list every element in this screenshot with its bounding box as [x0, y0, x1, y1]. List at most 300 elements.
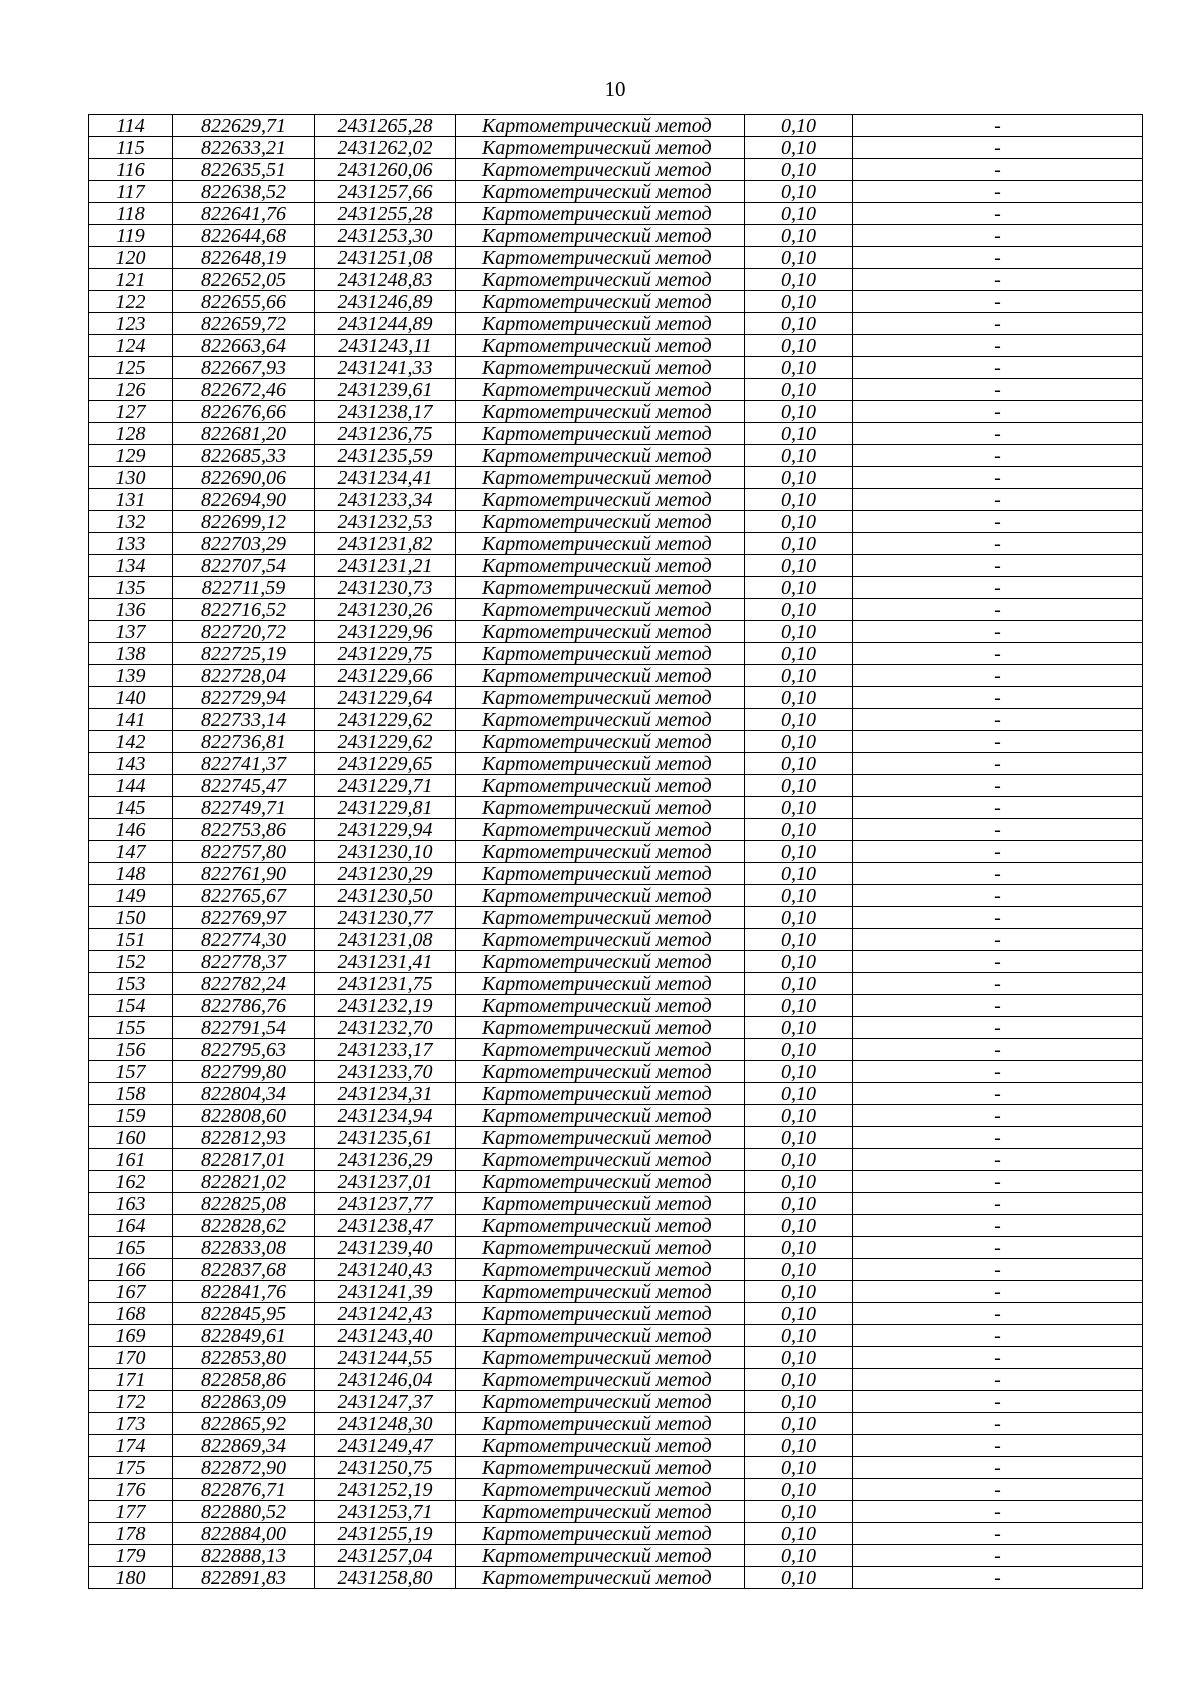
note-cell: -: [853, 203, 1143, 225]
table-row: [89, 1303, 1143, 1325]
table-row: [89, 1171, 1143, 1193]
point-number-cell: 145: [89, 797, 173, 819]
point-number-cell: 179: [89, 1545, 173, 1567]
y-coordinate-cell: 2431240,43: [315, 1259, 456, 1281]
note-cell: -: [853, 1105, 1143, 1127]
point-number-cell: 152: [89, 951, 173, 973]
method-cell: Картометрический метод: [456, 1171, 745, 1193]
y-coordinate-cell: 2431244,55: [315, 1347, 456, 1369]
precision-cell: 0,10: [745, 467, 853, 489]
x-coordinate-cell: 822749,71: [173, 797, 315, 819]
x-coordinate-cell: 822707,54: [173, 555, 315, 577]
note-cell: -: [853, 1523, 1143, 1545]
table-row: [89, 665, 1143, 687]
point-number-cell: 114: [89, 115, 173, 137]
point-number-cell: 177: [89, 1501, 173, 1523]
method-cell: Картометрический метод: [456, 555, 745, 577]
note-cell: -: [853, 1325, 1143, 1347]
point-number-cell: 126: [89, 379, 173, 401]
precision-cell: 0,10: [745, 621, 853, 643]
x-coordinate-cell: 822828,62: [173, 1215, 315, 1237]
x-coordinate-cell: 822778,37: [173, 951, 315, 973]
method-cell: Картометрический метод: [456, 1347, 745, 1369]
y-coordinate-cell: 2431236,29: [315, 1149, 456, 1171]
x-coordinate-cell: 822757,80: [173, 841, 315, 863]
precision-cell: 0,10: [745, 1281, 853, 1303]
table-row: [89, 1215, 1143, 1237]
precision-cell: 0,10: [745, 1545, 853, 1567]
method-cell: Картометрический метод: [456, 1523, 745, 1545]
precision-cell: 0,10: [745, 181, 853, 203]
note-cell: -: [853, 1567, 1143, 1589]
y-coordinate-cell: 2431239,61: [315, 379, 456, 401]
precision-cell: 0,10: [745, 1039, 853, 1061]
x-coordinate-cell: 822865,92: [173, 1413, 315, 1435]
table-row: [89, 1457, 1143, 1479]
x-coordinate-cell: 822641,76: [173, 203, 315, 225]
precision-cell: 0,10: [745, 489, 853, 511]
x-coordinate-cell: 822681,20: [173, 423, 315, 445]
precision-cell: 0,10: [745, 819, 853, 841]
y-coordinate-cell: 2431231,21: [315, 555, 456, 577]
precision-cell: 0,10: [745, 731, 853, 753]
note-cell: -: [853, 379, 1143, 401]
precision-cell: 0,10: [745, 599, 853, 621]
y-coordinate-cell: 2431238,17: [315, 401, 456, 423]
note-cell: -: [853, 1039, 1143, 1061]
point-number-cell: 146: [89, 819, 173, 841]
y-coordinate-cell: 2431229,94: [315, 819, 456, 841]
precision-cell: 0,10: [745, 1105, 853, 1127]
x-coordinate-cell: 822635,51: [173, 159, 315, 181]
table-row: [89, 1545, 1143, 1567]
note-cell: -: [853, 1545, 1143, 1567]
method-cell: Картометрический метод: [456, 709, 745, 731]
y-coordinate-cell: 2431248,83: [315, 269, 456, 291]
x-coordinate-cell: 822808,60: [173, 1105, 315, 1127]
y-coordinate-cell: 2431230,26: [315, 599, 456, 621]
method-cell: Картометрический метод: [456, 599, 745, 621]
x-coordinate-cell: 822837,68: [173, 1259, 315, 1281]
method-cell: Картометрический метод: [456, 1435, 745, 1457]
x-coordinate-cell: 822821,02: [173, 1171, 315, 1193]
x-coordinate-cell: 822690,06: [173, 467, 315, 489]
precision-cell: 0,10: [745, 159, 853, 181]
point-number-cell: 159: [89, 1105, 173, 1127]
table-row: [89, 467, 1143, 489]
y-coordinate-cell: 2431230,77: [315, 907, 456, 929]
point-number-cell: 123: [89, 313, 173, 335]
point-number-cell: 157: [89, 1061, 173, 1083]
table-row: [89, 1259, 1143, 1281]
precision-cell: 0,10: [745, 379, 853, 401]
table-row: [89, 797, 1143, 819]
x-coordinate-cell: 822853,80: [173, 1347, 315, 1369]
x-coordinate-cell: 822761,90: [173, 863, 315, 885]
method-cell: Картометрический метод: [456, 1061, 745, 1083]
table-row: [89, 1347, 1143, 1369]
precision-cell: 0,10: [745, 1523, 853, 1545]
y-coordinate-cell: 2431231,41: [315, 951, 456, 973]
table-row: [89, 1237, 1143, 1259]
point-number-cell: 168: [89, 1303, 173, 1325]
method-cell: Картометрический метод: [456, 907, 745, 929]
y-coordinate-cell: 2431260,06: [315, 159, 456, 181]
y-coordinate-cell: 2431230,10: [315, 841, 456, 863]
precision-cell: 0,10: [745, 533, 853, 555]
point-number-cell: 149: [89, 885, 173, 907]
x-coordinate-cell: 822685,33: [173, 445, 315, 467]
note-cell: -: [853, 533, 1143, 555]
y-coordinate-cell: 2431232,53: [315, 511, 456, 533]
note-cell: -: [853, 1281, 1143, 1303]
note-cell: -: [853, 1501, 1143, 1523]
note-cell: -: [853, 951, 1143, 973]
note-cell: -: [853, 863, 1143, 885]
method-cell: Картометрический метод: [456, 1017, 745, 1039]
precision-cell: 0,10: [745, 137, 853, 159]
y-coordinate-cell: 2431248,30: [315, 1413, 456, 1435]
method-cell: Картометрический метод: [456, 797, 745, 819]
note-cell: -: [853, 247, 1143, 269]
point-number-cell: 147: [89, 841, 173, 863]
x-coordinate-cell: 822825,08: [173, 1193, 315, 1215]
x-coordinate-cell: 822728,04: [173, 665, 315, 687]
table-row: [89, 1391, 1143, 1413]
point-number-cell: 173: [89, 1413, 173, 1435]
table-row: [89, 599, 1143, 621]
x-coordinate-cell: 822753,86: [173, 819, 315, 841]
point-number-cell: 115: [89, 137, 173, 159]
method-cell: Картометрический метод: [456, 137, 745, 159]
y-coordinate-cell: 2431234,31: [315, 1083, 456, 1105]
precision-cell: 0,10: [745, 995, 853, 1017]
note-cell: -: [853, 1435, 1143, 1457]
table-row: [89, 995, 1143, 1017]
method-cell: Картометрический метод: [456, 819, 745, 841]
x-coordinate-cell: 822782,24: [173, 973, 315, 995]
note-cell: -: [853, 731, 1143, 753]
precision-cell: 0,10: [745, 555, 853, 577]
precision-cell: 0,10: [745, 665, 853, 687]
note-cell: -: [853, 797, 1143, 819]
point-number-cell: 155: [89, 1017, 173, 1039]
point-number-cell: 120: [89, 247, 173, 269]
table-row: [89, 643, 1143, 665]
x-coordinate-cell: 822716,52: [173, 599, 315, 621]
point-number-cell: 129: [89, 445, 173, 467]
table-row: [89, 1479, 1143, 1501]
x-coordinate-cell: 822741,37: [173, 753, 315, 775]
table-row: [89, 885, 1143, 907]
method-cell: Картометрический метод: [456, 247, 745, 269]
y-coordinate-cell: 2431255,28: [315, 203, 456, 225]
precision-cell: 0,10: [745, 335, 853, 357]
table-row: [89, 181, 1143, 203]
note-cell: -: [853, 1171, 1143, 1193]
y-coordinate-cell: 2431236,75: [315, 423, 456, 445]
y-coordinate-cell: 2431255,19: [315, 1523, 456, 1545]
x-coordinate-cell: 822841,76: [173, 1281, 315, 1303]
method-cell: Картометрический метод: [456, 489, 745, 511]
note-cell: -: [853, 1457, 1143, 1479]
table-row: [89, 1061, 1143, 1083]
y-coordinate-cell: 2431257,66: [315, 181, 456, 203]
precision-cell: 0,10: [745, 423, 853, 445]
method-cell: Картометрический метод: [456, 467, 745, 489]
x-coordinate-cell: 822733,14: [173, 709, 315, 731]
point-number-cell: 134: [89, 555, 173, 577]
method-cell: Картометрический метод: [456, 533, 745, 555]
point-number-cell: 170: [89, 1347, 173, 1369]
point-number-cell: 158: [89, 1083, 173, 1105]
precision-cell: 0,10: [745, 1171, 853, 1193]
x-coordinate-cell: 822769,97: [173, 907, 315, 929]
precision-cell: 0,10: [745, 1347, 853, 1369]
precision-cell: 0,10: [745, 863, 853, 885]
note-cell: -: [853, 181, 1143, 203]
point-number-cell: 141: [89, 709, 173, 731]
x-coordinate-cell: 822884,00: [173, 1523, 315, 1545]
point-number-cell: 132: [89, 511, 173, 533]
note-cell: -: [853, 1347, 1143, 1369]
point-number-cell: 136: [89, 599, 173, 621]
point-number-cell: 131: [89, 489, 173, 511]
point-number-cell: 128: [89, 423, 173, 445]
y-coordinate-cell: 2431231,75: [315, 973, 456, 995]
point-number-cell: 166: [89, 1259, 173, 1281]
method-cell: Картометрический метод: [456, 1479, 745, 1501]
table-row: [89, 1369, 1143, 1391]
point-number-cell: 144: [89, 775, 173, 797]
precision-cell: 0,10: [745, 951, 853, 973]
table-row: [89, 423, 1143, 445]
precision-cell: 0,10: [745, 885, 853, 907]
x-coordinate-cell: 822629,71: [173, 115, 315, 137]
precision-cell: 0,10: [745, 1479, 853, 1501]
x-coordinate-cell: 822655,66: [173, 291, 315, 313]
coordinates-table: [88, 114, 1143, 1589]
precision-cell: 0,10: [745, 1501, 853, 1523]
note-cell: -: [853, 269, 1143, 291]
note-cell: -: [853, 1391, 1143, 1413]
note-cell: -: [853, 159, 1143, 181]
method-cell: Картометрический метод: [456, 203, 745, 225]
x-coordinate-cell: 822876,71: [173, 1479, 315, 1501]
precision-cell: 0,10: [745, 1435, 853, 1457]
x-coordinate-cell: 822845,95: [173, 1303, 315, 1325]
y-coordinate-cell: 2431229,81: [315, 797, 456, 819]
x-coordinate-cell: 822880,52: [173, 1501, 315, 1523]
note-cell: -: [853, 115, 1143, 137]
x-coordinate-cell: 822648,19: [173, 247, 315, 269]
method-cell: Картометрический метод: [456, 1193, 745, 1215]
y-coordinate-cell: 2431233,70: [315, 1061, 456, 1083]
table-row: [89, 225, 1143, 247]
method-cell: Картометрический метод: [456, 1083, 745, 1105]
method-cell: Картометрический метод: [456, 1127, 745, 1149]
method-cell: Картометрический метод: [456, 1501, 745, 1523]
y-coordinate-cell: 2431244,89: [315, 313, 456, 335]
note-cell: -: [853, 1127, 1143, 1149]
x-coordinate-cell: 822745,47: [173, 775, 315, 797]
note-cell: -: [853, 489, 1143, 511]
x-coordinate-cell: 822812,93: [173, 1127, 315, 1149]
note-cell: -: [853, 401, 1143, 423]
y-coordinate-cell: 2431232,19: [315, 995, 456, 1017]
note-cell: -: [853, 467, 1143, 489]
table-row: [89, 511, 1143, 533]
table-row: [89, 973, 1143, 995]
point-number-cell: 161: [89, 1149, 173, 1171]
y-coordinate-cell: 2431241,33: [315, 357, 456, 379]
point-number-cell: 162: [89, 1171, 173, 1193]
method-cell: Картометрический метод: [456, 841, 745, 863]
precision-cell: 0,10: [745, 577, 853, 599]
point-number-cell: 142: [89, 731, 173, 753]
precision-cell: 0,10: [745, 313, 853, 335]
y-coordinate-cell: 2431251,08: [315, 247, 456, 269]
x-coordinate-cell: 822729,94: [173, 687, 315, 709]
note-cell: -: [853, 1237, 1143, 1259]
point-number-cell: 143: [89, 753, 173, 775]
y-coordinate-cell: 2431230,29: [315, 863, 456, 885]
table-row: [89, 907, 1143, 929]
x-coordinate-cell: 822725,19: [173, 643, 315, 665]
y-coordinate-cell: 2431233,34: [315, 489, 456, 511]
note-cell: -: [853, 841, 1143, 863]
method-cell: Картометрический метод: [456, 1259, 745, 1281]
point-number-cell: 180: [89, 1567, 173, 1589]
x-coordinate-cell: 822638,52: [173, 181, 315, 203]
y-coordinate-cell: 2431247,37: [315, 1391, 456, 1413]
y-coordinate-cell: 2431243,11: [315, 335, 456, 357]
y-coordinate-cell: 2431231,82: [315, 533, 456, 555]
note-cell: -: [853, 775, 1143, 797]
precision-cell: 0,10: [745, 1017, 853, 1039]
precision-cell: 0,10: [745, 907, 853, 929]
table-row: [89, 1501, 1143, 1523]
point-number-cell: 164: [89, 1215, 173, 1237]
method-cell: Картометрический метод: [456, 379, 745, 401]
precision-cell: 0,10: [745, 401, 853, 423]
method-cell: Картометрический метод: [456, 181, 745, 203]
table-row: [89, 269, 1143, 291]
table-row: [89, 1149, 1143, 1171]
table-row: [89, 1435, 1143, 1457]
method-cell: Картометрический метод: [456, 863, 745, 885]
note-cell: -: [853, 555, 1143, 577]
method-cell: Картометрический метод: [456, 335, 745, 357]
note-cell: -: [853, 973, 1143, 995]
point-number-cell: 122: [89, 291, 173, 313]
method-cell: Картометрический метод: [456, 951, 745, 973]
point-number-cell: 169: [89, 1325, 173, 1347]
y-coordinate-cell: 2431246,89: [315, 291, 456, 313]
precision-cell: 0,10: [745, 1259, 853, 1281]
precision-cell: 0,10: [745, 1237, 853, 1259]
method-cell: Картометрический метод: [456, 1413, 745, 1435]
note-cell: -: [853, 577, 1143, 599]
table-row: [89, 863, 1143, 885]
note-cell: -: [853, 907, 1143, 929]
precision-cell: 0,10: [745, 1369, 853, 1391]
method-cell: Картометрический метод: [456, 1545, 745, 1567]
precision-cell: 0,10: [745, 203, 853, 225]
note-cell: -: [853, 1369, 1143, 1391]
table-row: [89, 335, 1143, 357]
table-row: [89, 401, 1143, 423]
method-cell: Картометрический метод: [456, 225, 745, 247]
x-coordinate-cell: 822799,80: [173, 1061, 315, 1083]
y-coordinate-cell: 2431252,19: [315, 1479, 456, 1501]
note-cell: -: [853, 1215, 1143, 1237]
precision-cell: 0,10: [745, 1391, 853, 1413]
point-number-cell: 156: [89, 1039, 173, 1061]
method-cell: Картометрический метод: [456, 1105, 745, 1127]
note-cell: -: [853, 511, 1143, 533]
note-cell: -: [853, 423, 1143, 445]
method-cell: Картометрический метод: [456, 1215, 745, 1237]
note-cell: -: [853, 1193, 1143, 1215]
point-number-cell: 153: [89, 973, 173, 995]
x-coordinate-cell: 822858,86: [173, 1369, 315, 1391]
method-cell: Картометрический метод: [456, 753, 745, 775]
table-row: [89, 445, 1143, 467]
note-cell: -: [853, 445, 1143, 467]
precision-cell: 0,10: [745, 1127, 853, 1149]
method-cell: Картометрический метод: [456, 775, 745, 797]
method-cell: Картометрический метод: [456, 1369, 745, 1391]
precision-cell: 0,10: [745, 709, 853, 731]
precision-cell: 0,10: [745, 1193, 853, 1215]
table-row: [89, 1325, 1143, 1347]
y-coordinate-cell: 2431229,66: [315, 665, 456, 687]
table-row: [89, 137, 1143, 159]
method-cell: Картометрический метод: [456, 1281, 745, 1303]
page-number: 10: [604, 77, 626, 101]
table-row: [89, 841, 1143, 863]
point-number-cell: 117: [89, 181, 173, 203]
note-cell: -: [853, 1413, 1143, 1435]
y-coordinate-cell: 2431243,40: [315, 1325, 456, 1347]
table-row: [89, 709, 1143, 731]
x-coordinate-cell: 822667,93: [173, 357, 315, 379]
method-cell: Картометрический метод: [456, 1325, 745, 1347]
y-coordinate-cell: 2431229,62: [315, 709, 456, 731]
y-coordinate-cell: 2431229,71: [315, 775, 456, 797]
note-cell: -: [853, 1303, 1143, 1325]
y-coordinate-cell: 2431241,39: [315, 1281, 456, 1303]
precision-cell: 0,10: [745, 511, 853, 533]
point-number-cell: 133: [89, 533, 173, 555]
table-row: [89, 1105, 1143, 1127]
note-cell: -: [853, 643, 1143, 665]
method-cell: Картометрический метод: [456, 1149, 745, 1171]
method-cell: Картометрический метод: [456, 291, 745, 313]
note-cell: -: [853, 313, 1143, 335]
point-number-cell: 160: [89, 1127, 173, 1149]
x-coordinate-cell: 822676,66: [173, 401, 315, 423]
table-row: [89, 291, 1143, 313]
x-coordinate-cell: 822869,34: [173, 1435, 315, 1457]
table-row: [89, 489, 1143, 511]
method-cell: Картометрический метод: [456, 511, 745, 533]
method-cell: Картометрический метод: [456, 929, 745, 951]
x-coordinate-cell: 822833,08: [173, 1237, 315, 1259]
precision-cell: 0,10: [745, 1215, 853, 1237]
y-coordinate-cell: 2431250,75: [315, 1457, 456, 1479]
